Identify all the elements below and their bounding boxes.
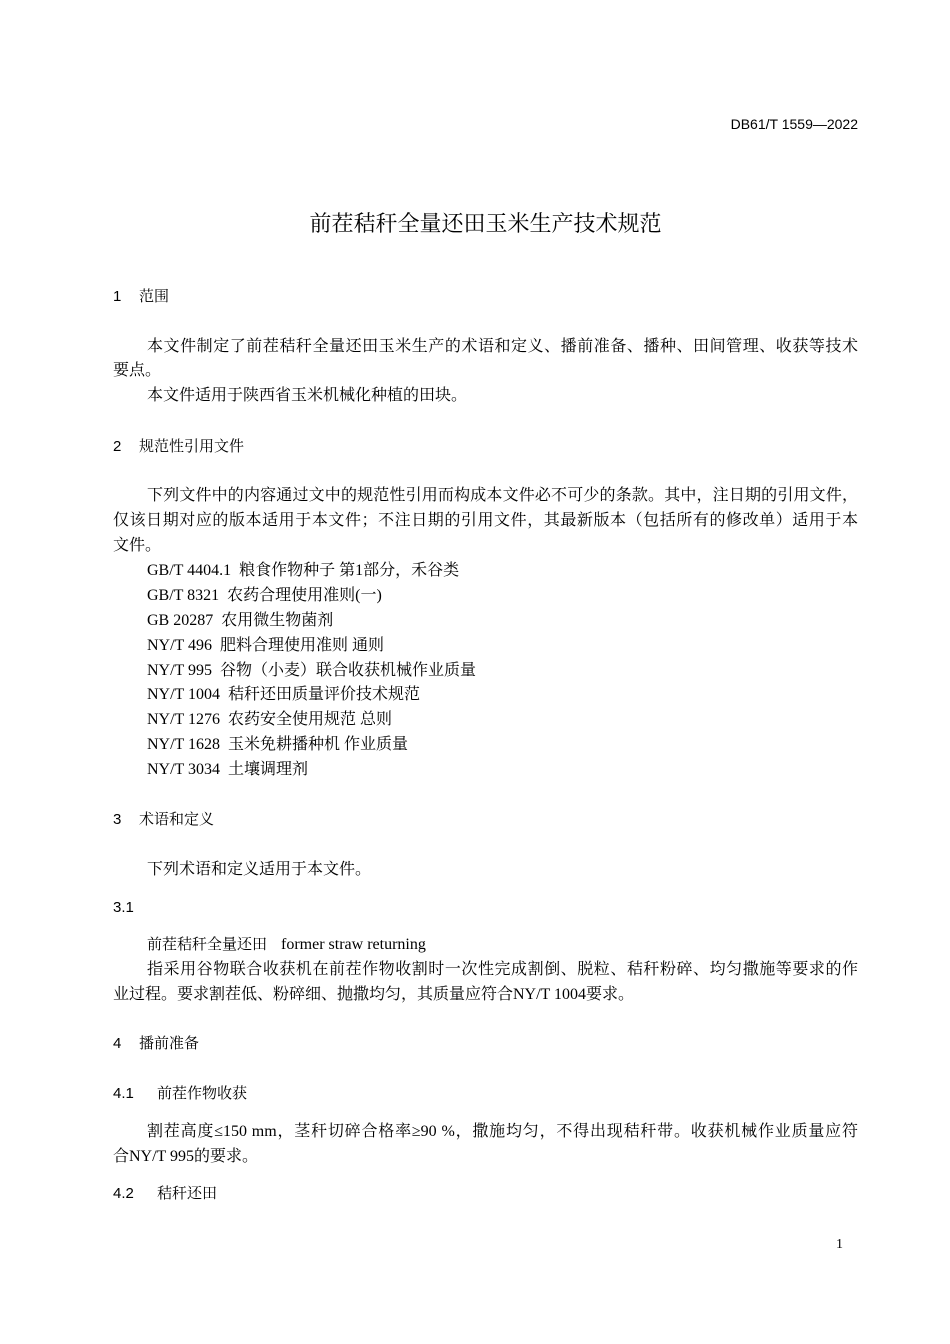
- paragraph-line: 割茬高度≤150 mm，茎秆切碎合格率≥90 %，撒施均匀，不得出现秸秆带。收获机械作业质量应符: [147, 1123, 858, 1140]
- paragraph-line: 本文件制定了前茬秸秆全量还田玉米生产的术语和定义、播前准备、播种、田间管理、收获等技术: [147, 338, 858, 355]
- section-2-heading: [113, 437, 858, 457]
- definition-line: 指采用谷物联合收获机在前茬作物收割时一次性完成割倒、脱粒、秸秆粉碎、均匀撒施等要求的作: [147, 961, 858, 978]
- page-number: 1: [836, 1237, 843, 1252]
- reference-code: NY/T 3034: [147, 761, 221, 778]
- reference-item: [147, 760, 858, 780]
- reference-title: 农药安全使用规范 总则: [228, 711, 393, 728]
- paragraph-line: 本文件适用于陕西省玉米机械化种植的田块。: [147, 387, 468, 404]
- paragraph-line: 下列文件中的内容通过文中的规范性引用而构成本文件必不可少的条款。其中，注日期的引用文件，: [147, 487, 858, 504]
- section-title: 播前准备: [139, 1035, 200, 1052]
- section-title: 规范性引用文件: [139, 438, 245, 455]
- subsection-title: 秸秆还田: [157, 1185, 218, 1202]
- subsection-4-2-heading: [113, 1184, 858, 1204]
- reference-title: 玉米免耕播种机 作业质量: [228, 736, 409, 753]
- reference-code: GB 20287: [147, 612, 214, 629]
- section-number: 1: [113, 288, 122, 305]
- subsection-number: 4.1: [113, 1085, 134, 1102]
- document-number: DB61/T 1559—2022: [730, 116, 858, 132]
- section-number: 3: [113, 811, 122, 828]
- reference-title: 农用微生物菌剂: [221, 612, 334, 629]
- reference-item: [147, 586, 858, 606]
- reference-title: 农药合理使用准则(一): [227, 587, 382, 604]
- subsection-title: 前茬作物收获: [157, 1085, 248, 1102]
- section-title: 术语和定义: [139, 811, 215, 828]
- reference-code: GB/T 8321: [147, 587, 220, 604]
- definition-line: 业过程。要求割茬低、粉碎细、抛撒均匀，其质量应符合NY/T 1004要求。: [113, 986, 635, 1003]
- term-english: former straw returning: [281, 936, 426, 953]
- reference-code: GB/T 4404.1: [147, 562, 232, 579]
- term-chinese: 前茬秸秆全量还田: [147, 936, 268, 953]
- paragraph-line: 仅该日期对应的版本适用于本文件；不注日期的引用文件，其最新版本（包括所有的修改单）适用于本: [113, 512, 858, 529]
- section-number: 4: [113, 1035, 122, 1052]
- reference-code: NY/T 1276: [147, 711, 221, 728]
- paragraph-line: 要点。: [113, 362, 162, 379]
- term-number: 3.1: [113, 899, 134, 916]
- subsection-4-1-heading: [113, 1084, 858, 1104]
- document-title: 前茬秸秆全量还田玉米生产技术规范: [309, 211, 662, 236]
- reference-item: [147, 636, 858, 656]
- reference-item: [147, 611, 858, 631]
- reference-title: 秸秆还田质量评价技术规范: [228, 686, 421, 703]
- section-4-heading: [113, 1034, 858, 1054]
- reference-item: [147, 710, 858, 730]
- paragraph-line: 下列术语和定义适用于本文件。: [147, 861, 372, 878]
- section-3-heading: [113, 810, 858, 830]
- reference-title: 谷物（小麦）联合收获机械作业质量: [220, 662, 477, 679]
- reference-code: NY/T 1004: [147, 686, 221, 703]
- reference-item: [147, 561, 858, 581]
- reference-item: [147, 661, 858, 681]
- reference-title: 粮食作物种子 第1部分，禾谷类: [239, 562, 460, 579]
- term-entry: [147, 935, 858, 955]
- reference-item: [147, 685, 858, 705]
- reference-title: 肥料合理使用准则 通则: [220, 637, 385, 654]
- reference-code: NY/T 496: [147, 637, 213, 654]
- paragraph-line: 合NY/T 995的要求。: [113, 1148, 259, 1165]
- reference-title: 土壤调理剂: [228, 761, 309, 778]
- reference-item: [147, 735, 858, 755]
- section-1-heading: [113, 287, 858, 307]
- reference-code: NY/T 995: [147, 662, 213, 679]
- subsection-number: 4.2: [113, 1185, 134, 1202]
- section-title: 范围: [139, 288, 170, 305]
- reference-code: NY/T 1628: [147, 736, 221, 753]
- paragraph-line: 文件。: [113, 537, 162, 554]
- section-number: 2: [113, 438, 122, 455]
